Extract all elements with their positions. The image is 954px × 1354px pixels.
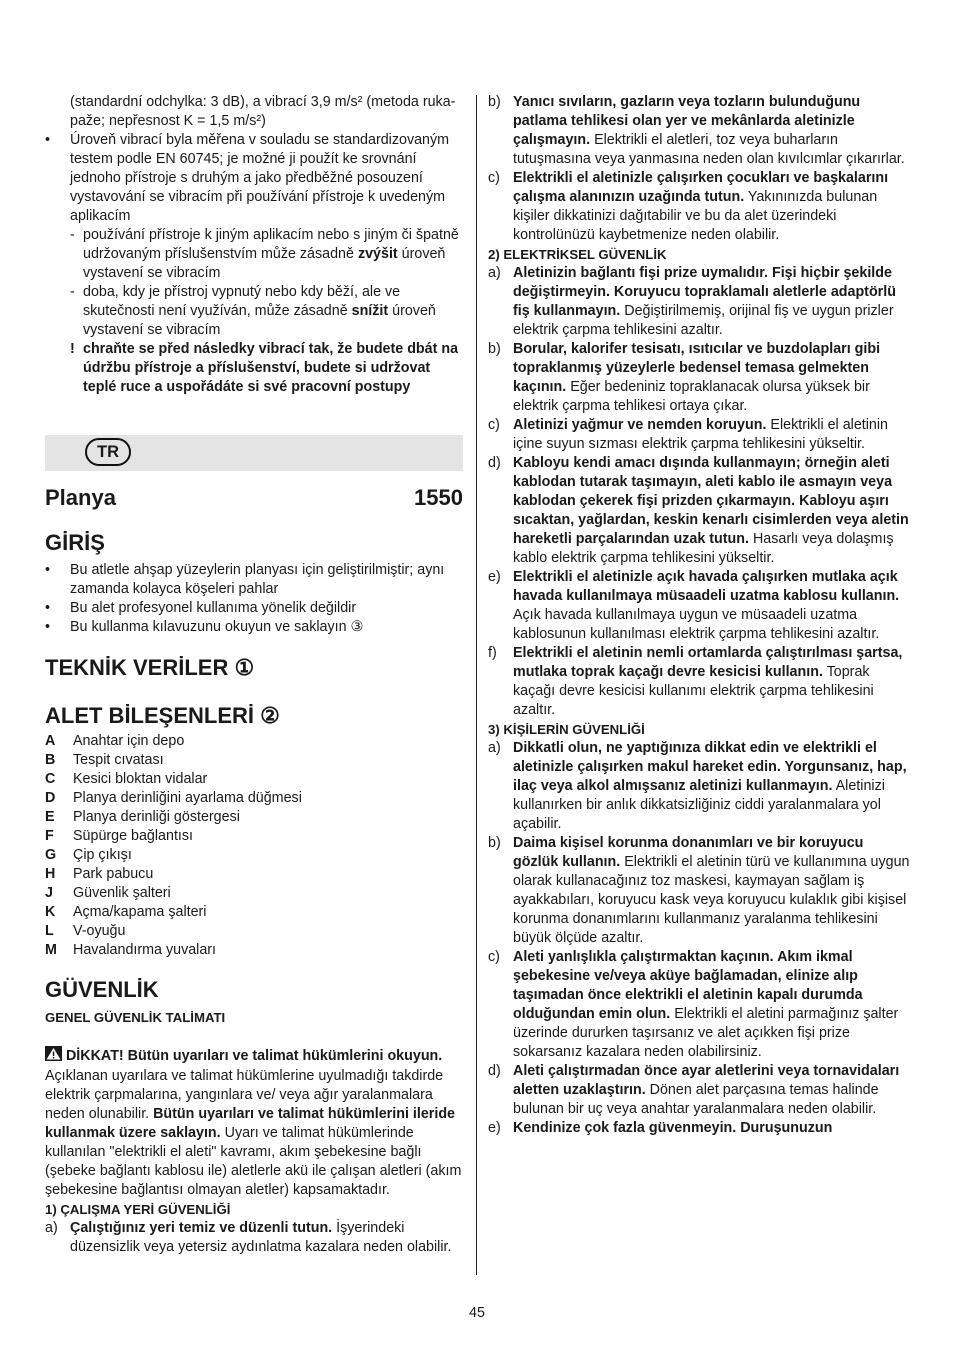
- list-item: B Tespit cıvatası: [45, 752, 164, 768]
- list-item: • Bu kullanma kılavuzunu okuyun ve saklayın ③: [45, 619, 364, 635]
- list-item: E Planya derinliği göstergesi: [45, 809, 240, 825]
- right-column: [488, 93, 910, 1138]
- list-item: C Kesici bloktan vidalar: [45, 771, 208, 787]
- product-name: Planya: [45, 485, 116, 510]
- item-1b: b) Yanıcı sıvıların, gazların veya tozların bulunduğunu patlama tehlikesi olan yer ve mekânlarda aletinizle çalışmayın. Elektrikli el aletleri, toz veya buharların tutuşmasına veya yanmasına neden olan kıvılcımlar çıkarırlar.: [488, 94, 905, 167]
- item-2c: c) Aletinizi yağmur ve nemden koruyun. Elektrikli el aletinin içine suyun sızması elektrik çarpma tehlikesini yükseltir.: [488, 417, 889, 452]
- item-2a: a) Aletinizin bağlantı fişi prize uymalıdır. Fişi hiçbir şekilde değiştirmeyin. Koruyucu topraklamalı aletlerle adaptörlü fiş kullanmayın. Değiştirilmemiş, orijinal fiş ve uygun prizler elektrik çarpma tehlikesini azaltır.: [488, 265, 896, 338]
- language-bar: [45, 435, 463, 471]
- list-item: M Havalandırma yuvaları: [45, 942, 217, 958]
- item-3a: a) Dikkatli olun, ne yaptığınıza dikkat edin ve elektrikli el aletinizle çalışırken makul hareket edin. Yorgunsanız, hap, ilaç veya alkol almışsanız aletinizi kullanmayın. Aletinizi kullanırken bir anlık dikkatsizliğiniz ciddi yaralanmalara yol açabilir.: [488, 740, 907, 832]
- list-item: K Açma/kapama şalteri: [45, 904, 207, 920]
- guvenlik-title: GÜVENLİK: [45, 977, 159, 1002]
- cz-dash-2: - doba, kdy je přístroj vypnutý nebo kdy běží, ale ve skutečnosti není využíván, může zásadně snížit úroveň vystavení se vibracím: [70, 284, 436, 338]
- item-3c: c) Aleti yanlışlıkla çalıştırmaktan kaçının. Akım ikmal şebekesine ve/veya aküye bağlamadan, elinize alıp taşımadan önce elektrikli el aletinin kapalı durumda olduğundan emin olun. Elektrikli el aletini parmağınız şalter üzerinde dururken taşırsanız ve alet açıkken fişi prize sokarsanız kazalara neden olabilirsiniz.: [488, 949, 899, 1060]
- item-1c: c) Elektrikli el aletinizle çalışırken çocukları ve başkalarını çalışma alanınızın uzağında tutun. Yakınınızda bulunan kişiler dikkatinizi dağıtabilir ve bu da alet üzerindeki kontrolünüzü kaybetmenize neden olabilir.: [488, 170, 889, 243]
- section-2-title: 2) ELEKTRİKSEL GÜVENLİK: [488, 247, 667, 262]
- item-2f: f) Elektrikli el aletinin nemli ortamlarda çalıştırılması şartsa, mutlaka toprak kaçağı devre kesicisi kullanın. Toprak kaçağı devre kesicisi kullanımı elektrik çarpma tehlikesini azaltır.: [488, 645, 903, 718]
- column-divider: [476, 95, 477, 1275]
- warning-triangle-icon: [45, 1046, 62, 1067]
- item-3b: b) Daima kişisel korunma donanımları ve bir koruyucu gözlük kullanın. Elektrikli el aletinin türü ve kullanımına uygun olarak kullanacağınız toz maskesi, kaymayan sağlam iş ayakkabıları, koruyucu kask veya koruyucu kulaklık gibi kişisel korunma donanımlarını kullanmanız yaralanma tehlikesini büyük ölçüde azaltır.: [488, 835, 910, 946]
- list-item: L V-oyuğu: [45, 923, 126, 939]
- list-item: F Süpürge bağlantısı: [45, 828, 194, 844]
- list-item: D Planya derinliğini ayarlama düğmesi: [45, 790, 302, 806]
- item-2e: e) Elektrikli el aletinizle açık havada çalışırken mutlaka açık havada kullanılmaya müsaadeli uzatma kablosu kullanın. Açık havada kullanılmaya uygun ve müsaadeli uzatma kablosunun kullanılması elektrik çarpma tehlikesini azaltır.: [488, 569, 900, 642]
- guvenlik-subtitle: GENEL GÜVENLİK TALİMATI: [45, 1010, 226, 1025]
- page-number: 45: [469, 1305, 485, 1321]
- language-badge: TR: [85, 438, 131, 466]
- general-warning: DİKKAT! Bütün uyarıları ve talimat hükümlerini okuyun. Açıklanan uyarılara ve talimat hükümlerine uyulmadığı takdirde elektrik çarpmalarına, yangınlara ve/ veya ağır yaralanmalara neden olunabilir. Bütün uyarıları ve talimat hükümlerini ileride kullanmak üzere saklayın. Uyarı ve talimat hükümlerinde kullanılan "elektrikli el aleti" kavramı, akım şebekesine bağlı (şebeke bağlantı kablosu ile) aletlerle akü ile çalışan aletleri (akım şebekesine bağlantısı olmayan aletler) kapsamaktadır.: [45, 1048, 462, 1198]
- list-item: J Güvenlik şalteri: [45, 885, 171, 901]
- giris-title: GİRİŞ: [45, 530, 105, 555]
- left-column: [45, 93, 463, 1257]
- list-item: H Park pabucu: [45, 866, 154, 882]
- product-number: 1550: [414, 485, 463, 510]
- cz-continuation: (standardní odchylka: 3 dB), a vibrací 3,9 m/s² (metoda ruka-paže; nepřesnost K = 1,5 m/s²): [70, 94, 456, 129]
- teknik-title: TEKNİK VERİLER ①: [45, 655, 255, 680]
- bilesenler-title: ALET BİLEŞENLERİ ②: [45, 703, 280, 728]
- item-1a: a) Çalıştığınız yeri temiz ve düzenli tutun. İşyerindeki düzensizlik veya yetersiz aydınlatma kazalara neden olabilir.: [45, 1220, 452, 1255]
- section-3-title: 3) KİŞİLERİN GÜVENLİĞİ: [488, 722, 645, 737]
- product-heading: [45, 484, 463, 512]
- list-item: A Anahtar için depo: [45, 733, 185, 749]
- list-item: • Bu atletle ahşap yüzeylerin planyası için geliştirilmiştir; aynı zamanda kolayca köşeleri pahlar: [45, 562, 445, 597]
- cz-dash-1: - používání přístroje k jiným aplikacím nebo s jiným či špatně udržovaným příslušenstvím může zásadně zvýšit úroveň vystavení se vibracím: [70, 227, 459, 281]
- cz-bullet: • Úroveň vibrací byla měřena v souladu se standardizovaným testem podle EN 60745; je možné ji použít ke srovnání jednoho přístroje s druhým a jako předběžné posouzení vystavování se vibracím při používání přístroje k uvedeným aplikacím: [45, 132, 450, 224]
- section-1-title: 1) ÇALIŞMA YERİ GÜVENLİĞİ: [45, 1202, 231, 1217]
- components-list: [45, 732, 463, 960]
- item-3d: d) Aleti çalıştırmadan önce ayar aletlerini veya tornavidaları aletten uzaklaştırın. Dönen alet parçasına temas halinde bulunan bir uç veya anahtar yaralanmalara neden olabilir.: [488, 1063, 900, 1117]
- item-2b: b) Borular, kalorifer tesisatı, ısıtıcılar ve buzdolapları gibi topraklanmış yüzeylerle bedensel temasa gelmekten kaçının. Eğer bedeniniz topraklanacak olursa yüksek bir elektrik çarpma tehlikesi ortaya çıkar.: [488, 341, 881, 414]
- list-item: • Bu alet profesyonel kullanıma yönelik değildir: [45, 600, 357, 616]
- list-item: G Çip çıkışı: [45, 847, 132, 863]
- item-3e: e) Kendinize çok fazla güvenmeyin. Duruşunuzun: [488, 1120, 833, 1136]
- giris-list: [45, 561, 463, 637]
- item-2d: d) Kabloyu kendi amacı dışında kullanmayın; örneğin aleti kablodan tutarak taşımayın, aleti kablo ile asmayın veya kablodan çekerek fişi prizden çıkarmayın. Kabloyu aşırı sıcaktan, yağlardan, keskin kenarlı cisimlerden veya aletin hareketli parçalarından uzak tutun. Hasarlı veya dolaşmış kablo elektrik çarpma tehlikesini yükseltir.: [488, 455, 909, 566]
- cz-warning: ! chraňte se před následky vibrací tak, že budete dbát na údržbu přístroje a příslušenství, budete si udržovat teplé ruce a uspořádáte si své pracovní postupy: [70, 341, 459, 395]
